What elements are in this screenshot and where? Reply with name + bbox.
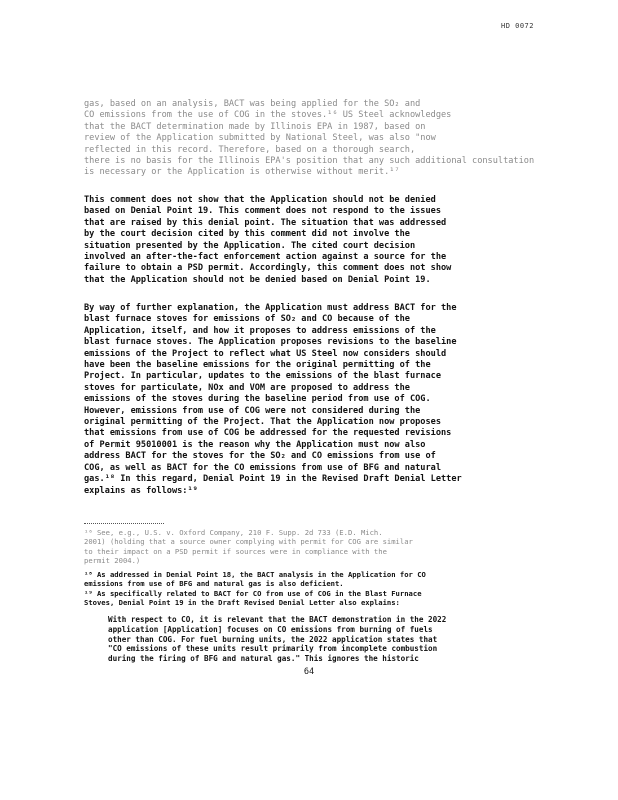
text-line: there is no basis for the Illinois EPA's position that any such additional consultation <box>84 156 535 167</box>
footnote-line: ¹⁹ As specifically related to BACT for CO from use of COG in the Blast Furnace <box>84 588 422 598</box>
block-quote <box>108 615 528 664</box>
text-line: Project. In particular, updates to the emissions of the blast furnace <box>84 371 441 382</box>
footnote-line: ¹⁸ As addressed in Denial Point 18, the BACT analysis in the Application for CO <box>84 570 426 579</box>
text-line: gas.¹⁸ In this regard, Denial Point 19 in the Revised Draft Denial Letter <box>84 474 462 485</box>
footnotes-18-19 <box>84 570 536 608</box>
text-line: that emissions from use of COG be addressed for the requested revisions <box>84 428 452 439</box>
text-line: Application, itself, and how it proposes to address emissions of the <box>84 325 436 336</box>
footnote-16 <box>84 528 536 566</box>
text-line: blast furnace stoves. The Application proposes revisions to the baseline <box>84 337 457 348</box>
text-line: By way of further explanation, the Application must address BACT for the <box>84 303 457 313</box>
text-line: involved an after-the-fact enforcement action against a source for the <box>84 252 447 263</box>
text-line: have been the baseline emissions for the original permitting of the <box>84 360 431 371</box>
text-line: based on Denial Point 19. This comment does not respond to the issues <box>84 206 441 217</box>
text-line: emissions of the stoves during the baseline period from use of COG. <box>84 394 431 405</box>
text-line: address BACT for the stoves for the SO₂ and CO emissions from use of <box>84 451 436 462</box>
page-number: 64 <box>303 667 315 677</box>
quote-line: during the firing of BFG and natural gas." This ignores the historic <box>108 654 419 664</box>
text-line: original permitting of the Project. That the Application now proposes <box>84 417 441 428</box>
text-line: that the BACT determination made by Illinois EPA in 1987, based on <box>84 121 426 132</box>
quote-line: "CO emissions of these units result primarily from incomplete combustion <box>108 644 438 654</box>
text-line: gas, based on an analysis, BACT was being applied for the SO₂ and <box>84 99 421 109</box>
text-line: failure to obtain a PSD permit. Accordingly, this comment does not show <box>84 263 452 274</box>
text-line: blast furnace stoves for emissions of SO₂ and CO because of the <box>84 314 410 325</box>
text-line: stoves for particulate, NOx and VOM are proposed to address the <box>84 382 410 393</box>
footnote-line: emissions from use of BFG and natural gas is also deficient. <box>84 579 344 589</box>
text-line: emissions of the Project to reflect what US Steel now considers should <box>84 348 447 359</box>
paragraph-further-explanation <box>84 303 536 497</box>
document-code: HD 0072 <box>500 22 534 30</box>
text-line: of Permit 95010001 is the reason why the Application must now also <box>84 439 426 450</box>
footnote-separator <box>84 523 164 524</box>
text-line: explains as follows:¹⁹ <box>84 485 198 496</box>
footnote-line: to their impact on a PSD permit if sources were in compliance with the <box>84 546 387 556</box>
text-line: that the Application should not be denied based on Denial Point 19. <box>84 274 431 285</box>
paragraph-bact-analysis <box>84 99 536 179</box>
text-line: However, emissions from use of COG were not considered during the <box>84 405 421 416</box>
quote-line: other than COG. For fuel burning units, the 2022 application states that <box>108 634 438 644</box>
quote-line: application [Application] focuses on CO emissions from burning of fuels <box>108 624 433 634</box>
text-line: COG, as well as BACT for the CO emissions from use of BFG and natural <box>84 462 441 473</box>
footnote-line: 2001) (holding that a source owner complying with permit for COG are similar <box>84 537 413 547</box>
text-line: CO emissions from the use of COG in the stoves.¹⁶ US Steel acknowledges <box>84 110 452 121</box>
text-line: This comment does not show that the Application should not be denied <box>84 195 436 205</box>
text-line: that are raised by this denial point. The situation that was addressed <box>84 217 447 228</box>
text-line: is necessary or the Application is otherwise without merit.¹⁷ <box>84 167 400 178</box>
footnote-line: permit 2004.) <box>84 556 141 566</box>
text-line: situation presented by the Application. The cited court decision <box>84 240 416 251</box>
paragraph-response-denial-19 <box>84 195 536 286</box>
quote-line: With respect to CO, it is relevant that the BACT demonstration in the 2022 <box>108 615 447 624</box>
text-line: review of the Application submitted by National Steel, was also "now <box>84 133 436 144</box>
text-line: reflected in this record. Therefore, based on a thorough search, <box>84 144 416 155</box>
footnote-line: ¹⁶ See, e.g., U.S. v. Oxford Company, 210 F. Supp. 2d 733 (E.D. Mich. <box>84 528 383 537</box>
text-line: by the court decision cited by this comment did not involve the <box>84 229 410 240</box>
footnote-line: Stoves, Denial Point 19 in the Draft Revised Denial Letter also explains: <box>84 598 400 608</box>
